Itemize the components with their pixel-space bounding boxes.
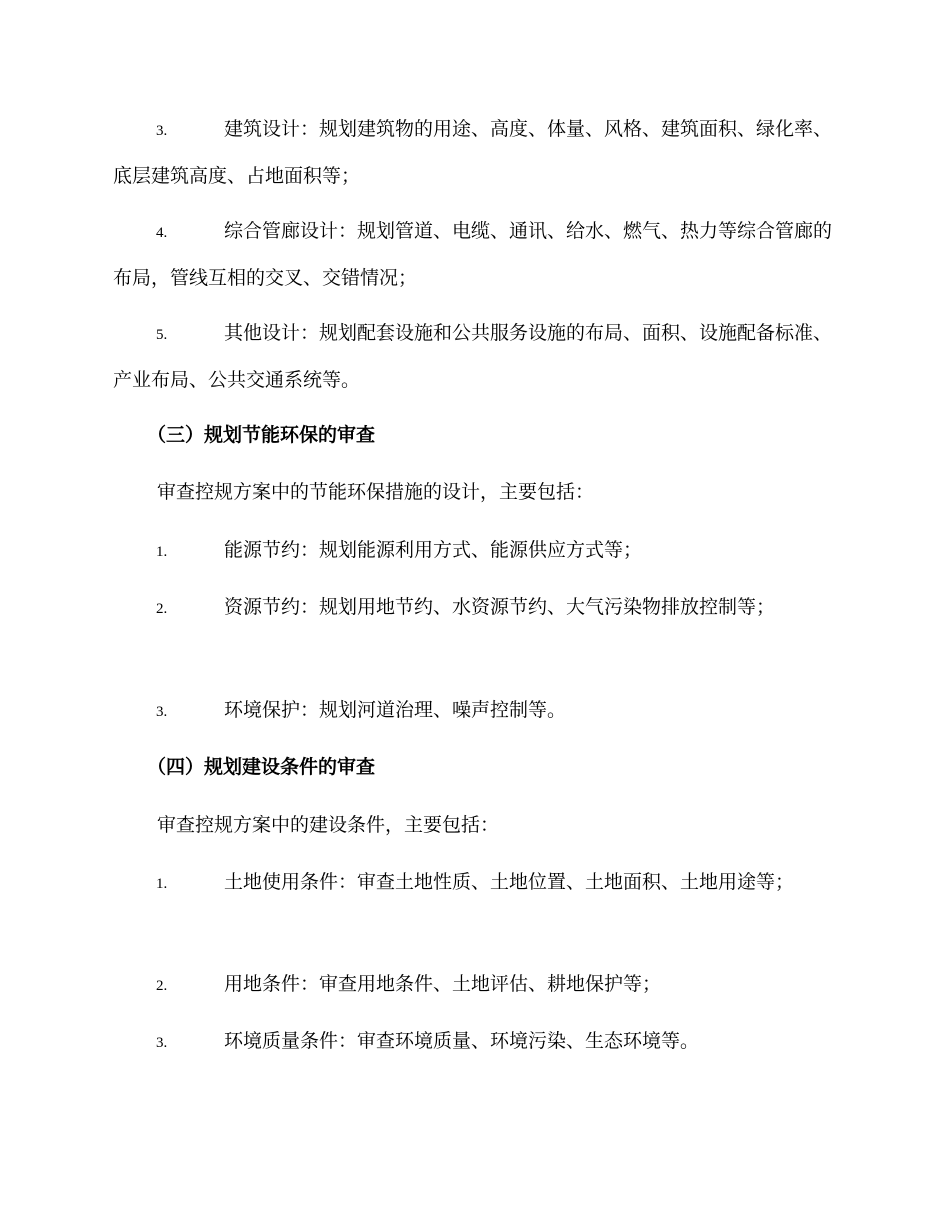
list-item — [113, 860, 833, 907]
list-item-text: 土地使用条件：审查土地性质、土地位置、土地面积、土地用途等； — [224, 871, 795, 893]
section-heading: （三）规划节能环保的审查 — [147, 424, 376, 446]
list-item — [113, 688, 833, 735]
list-item-number: 3. — [156, 123, 168, 139]
list-item-text: 用地条件：审查用地条件、土地评估、耕地保护等； — [224, 973, 662, 995]
list-item-text: 建筑设计：规划建筑物的用途、高度、体量、风格、建筑面积、绿化率、底层建筑高度、占地面积等； — [113, 118, 833, 187]
section-intro: 审查控规方案中的建设条件，主要包括： — [157, 814, 500, 836]
list-item — [113, 311, 833, 403]
list-item-text: 环境保护：规划河道治理、噪声控制等。 — [224, 699, 567, 721]
list-item-number: 3. — [156, 704, 168, 720]
list-item — [113, 962, 833, 1009]
list-item-text: 综合管廊设计：规划管道、电缆、通讯、给水、燃气、热力等综合管廊的布局，管线互相的交叉、交错情况； — [113, 220, 833, 289]
list-item-number: 4. — [156, 225, 168, 241]
list-item-number: 3. — [156, 1035, 168, 1051]
list-item — [113, 1019, 833, 1066]
list-item — [113, 107, 833, 199]
list-item — [113, 585, 833, 632]
list-item-text: 环境质量条件：审查环境质量、环境污染、生态环境等。 — [224, 1030, 700, 1052]
list-item-text: 其他设计：规划配套设施和公共服务设施的布局、面积、设施配备标准、产业布局、公共交通系统等。 — [113, 322, 833, 391]
section-heading: （四）规划建设条件的审查 — [147, 756, 376, 778]
list-item-number: 1. — [156, 876, 168, 892]
list-item-number: 2. — [156, 978, 168, 994]
list-item-number: 2. — [156, 601, 168, 617]
list-item — [113, 209, 833, 301]
section-intro: 审查控规方案中的节能环保措施的设计，主要包括： — [157, 481, 595, 503]
list-item-number: 5. — [156, 327, 168, 343]
list-item-text: 资源节约：规划用地节约、水资源节约、大气污染物排放控制等； — [224, 596, 776, 618]
list-item — [113, 528, 833, 575]
list-item-number: 1. — [156, 544, 168, 560]
list-item-text: 能源节约：规划能源利用方式、能源供应方式等； — [224, 539, 643, 561]
